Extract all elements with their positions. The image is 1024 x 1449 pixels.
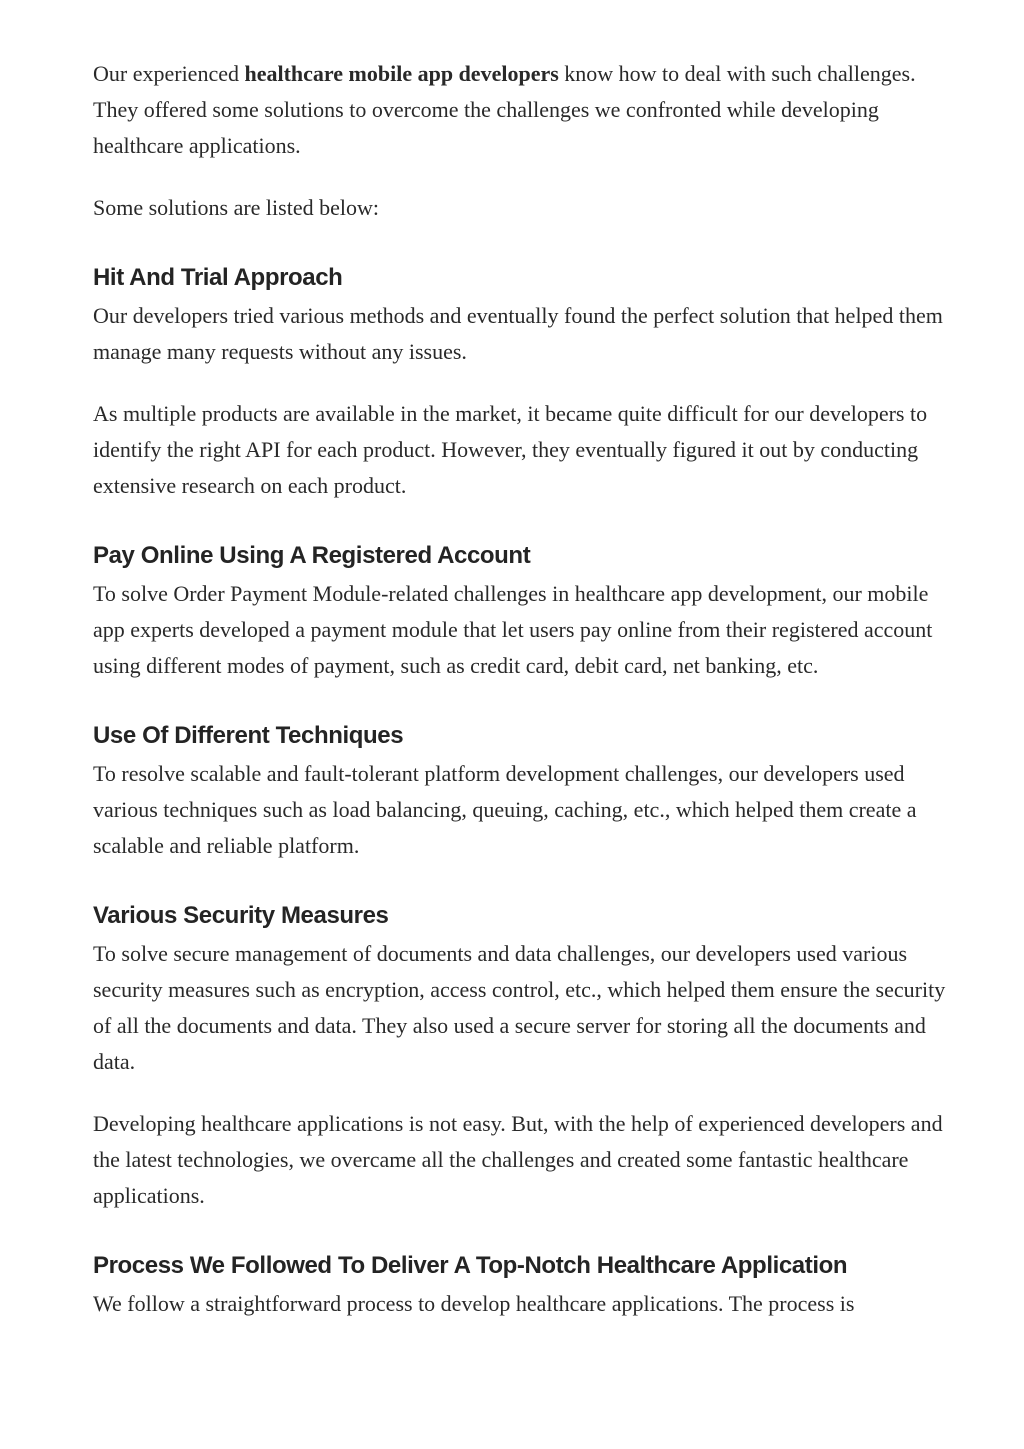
section-heading-process: Process We Followed To Deliver A Top-Notch Healthcare Application: [93, 1252, 848, 1279]
section-paragraph: To solve Order Payment Module-related challenges in healthcare app development, our mobile app experts developed a payment module that let users pay online from their registered account using different modes of payment, such as credit card, debit card, net banking, etc.: [93, 581, 933, 678]
section-paragraph: As multiple products are available in the market, it became quite difficult for our developers to identify the right API for each product. However, they eventually figured it out by conducting extensive research on each product.: [93, 401, 928, 498]
section-heading-security-measures: Various Security Measures: [93, 902, 389, 929]
section-paragraph: Our developers tried various methods and eventually found the perfect solution that helped them manage many requests without any issues.: [93, 303, 943, 364]
intro-text-end: know how to deal with such challenges. They offered some solutions to overcome the challenges we confronted while developing healthcare applications.: [93, 61, 916, 158]
intro-text-start: Our experienced: [93, 61, 245, 86]
section-paragraph: We follow a straightforward process to develop healthcare applications. The process is: [93, 1291, 855, 1316]
solutions-lead: Some solutions are listed below:: [93, 195, 379, 220]
section-paragraph: To resolve scalable and fault-tolerant platform development challenges, our developers used various techniques such as load balancing, queuing, caching, etc., which helped them create a scalable and reliable platform.: [93, 761, 917, 858]
section-heading-different-techniques: Use Of Different Techniques: [93, 722, 404, 749]
section-paragraph: Developing healthcare applications is not easy. But, with the help of experienced developers and the latest technologies, we overcame all the challenges and created some fantastic healthcare applications.: [93, 1111, 943, 1208]
intro-bold-link-text: healthcare mobile app developers: [244, 61, 559, 86]
section-paragraph: To solve secure management of documents and data challenges, our developers used various security measures such as encryption, access control, etc., which helped them ensure the security of all the documents and data. They also used a secure server for storing all the documents and data.: [93, 941, 946, 1074]
section-heading-hit-and-trial: Hit And Trial Approach: [93, 264, 343, 291]
intro-paragraph: [93, 56, 955, 164]
article-body: [93, 56, 955, 1322]
section-heading-pay-online: Pay Online Using A Registered Account: [93, 542, 531, 569]
